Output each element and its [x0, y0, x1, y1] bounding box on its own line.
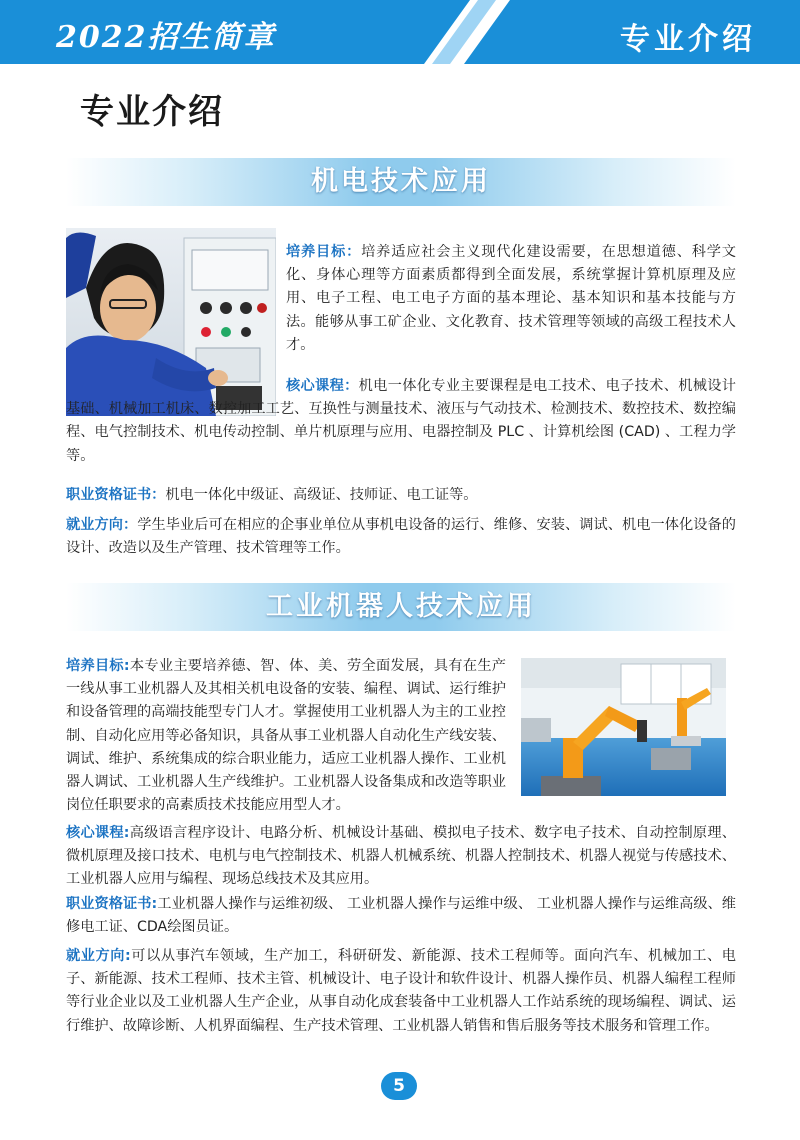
- robotics-certificates: [66, 893, 736, 939]
- mechatronics-career: [66, 514, 736, 560]
- label: 职业资格证书:: [66, 896, 158, 912]
- robotics-training-goal: [66, 655, 506, 817]
- section-banner-robotics: [66, 583, 736, 631]
- mechatronics-training-goal: [286, 241, 736, 357]
- robot-workshop-photo: [521, 658, 726, 796]
- header-bar: [0, 0, 800, 64]
- label: 核心课程：: [286, 378, 359, 394]
- paragraph-text: 工业机器人操作与运维初级、 工业机器人操作与运维中级、 工业机器人操作与运维高级、维修电工证、CDA绘图员证。: [66, 896, 736, 936]
- section-title: 工业机器人技术应用: [266, 591, 536, 622]
- section-banner-mechatronics: [66, 158, 736, 206]
- page-number: 5: [381, 1072, 417, 1100]
- brochure-title: 2022招生简章: [56, 20, 276, 55]
- paragraph-text: 机电一体化专业主要课程是电工技术、电子技术、机械设计基础、机械加工机床、数控加工工艺、互换性与测量技术、液压与气动技术、检测技术、数控技术、数控编程、电气控制技术、机电传动控制、单片机原理与应用、电器控制及 PLC 、计算机绘图 (CAD) 、工程力学等。: [66, 378, 736, 464]
- robotics-career: [66, 945, 736, 1038]
- label: 职业资格证书：: [66, 487, 166, 503]
- label: 核心课程:: [66, 825, 130, 841]
- paragraph-text: 学生毕业后可在相应的企事业单位从事机电设备的运行、维修、安装、调试、机电一体化设备的设计、改造以及生产管理、技术管理等工作。: [66, 517, 736, 557]
- paragraph-text: 可以从事汽车领域，生产加工，科研研发、新能源、技术工程师等。面向汽车、机械加工、电子、新能源、技术工程师、技术主管、机械设计、电子设计和软件设计、机器人操作员、机器人编程工程师等行业企业以及工业机器人生产企业，从事自动化成套装备中工业机器人工作站系统的现场编程、调试、运行维护、故障诊断、人机界面编程、生产技术管理、工业机器人销售和售后服务等技术服务和管理工作。: [66, 948, 736, 1034]
- mechatronics-certificates: [66, 484, 736, 507]
- page-title: 专业介绍: [80, 92, 224, 132]
- label: 就业方向：: [66, 517, 138, 533]
- robotics-core-courses: [66, 822, 736, 892]
- mechatronics-core-courses: [66, 375, 736, 468]
- section-title: 机电技术应用: [311, 166, 491, 197]
- paragraph-text: 培养适应社会主义现代化建设需要，在思想道德、科学文化、身体心理等方面素质都得到全面发展，系统掌握计算机原理及应用、电子工程、电工电子方面的基本理论、基本知识和基本技能与方法。能够从事工矿企业、文化教育、技术管理等领域的高级工程技术人才。: [286, 244, 736, 353]
- paragraph-text: 机电一体化中级证、高级证、技师证、电工证等。: [165, 487, 478, 503]
- paragraph-text: 本专业主要培养德、智、体、美、劳全面发展，具有在生产一线从事工业机器人及其相关机电设备的安装、编程、调试、运行维护和设备管理的高端技能型专门人才。掌握使用工业机器人为主的工业控制、自动化应用等必备知识，具备从事工业机器人自动化生产线安装、调试、维护、系统集成的综合职业能力，适应工业机器人操作、工业机器人调试、工业机器人生产线维护。工业机器人设备集成和改造等职业岗位任职要求的高素质技术技能应用型人才。: [66, 658, 506, 814]
- label: 就业方向:: [66, 948, 131, 964]
- chapter-title: 专业介绍: [620, 22, 756, 57]
- label: 培养目标：: [286, 244, 362, 260]
- label: 培养目标:: [66, 658, 130, 674]
- paragraph-text: 高级语言程序设计、电路分析、机械设计基础、模拟电子技术、数字电子技术、自动控制原理、微机原理及接口技术、电机与电气控制技术、机器人机械系统、机器人控制技术、机器人视觉与传感技术、工业机器人应用与编程、现场总线技术及其应用。: [66, 825, 736, 888]
